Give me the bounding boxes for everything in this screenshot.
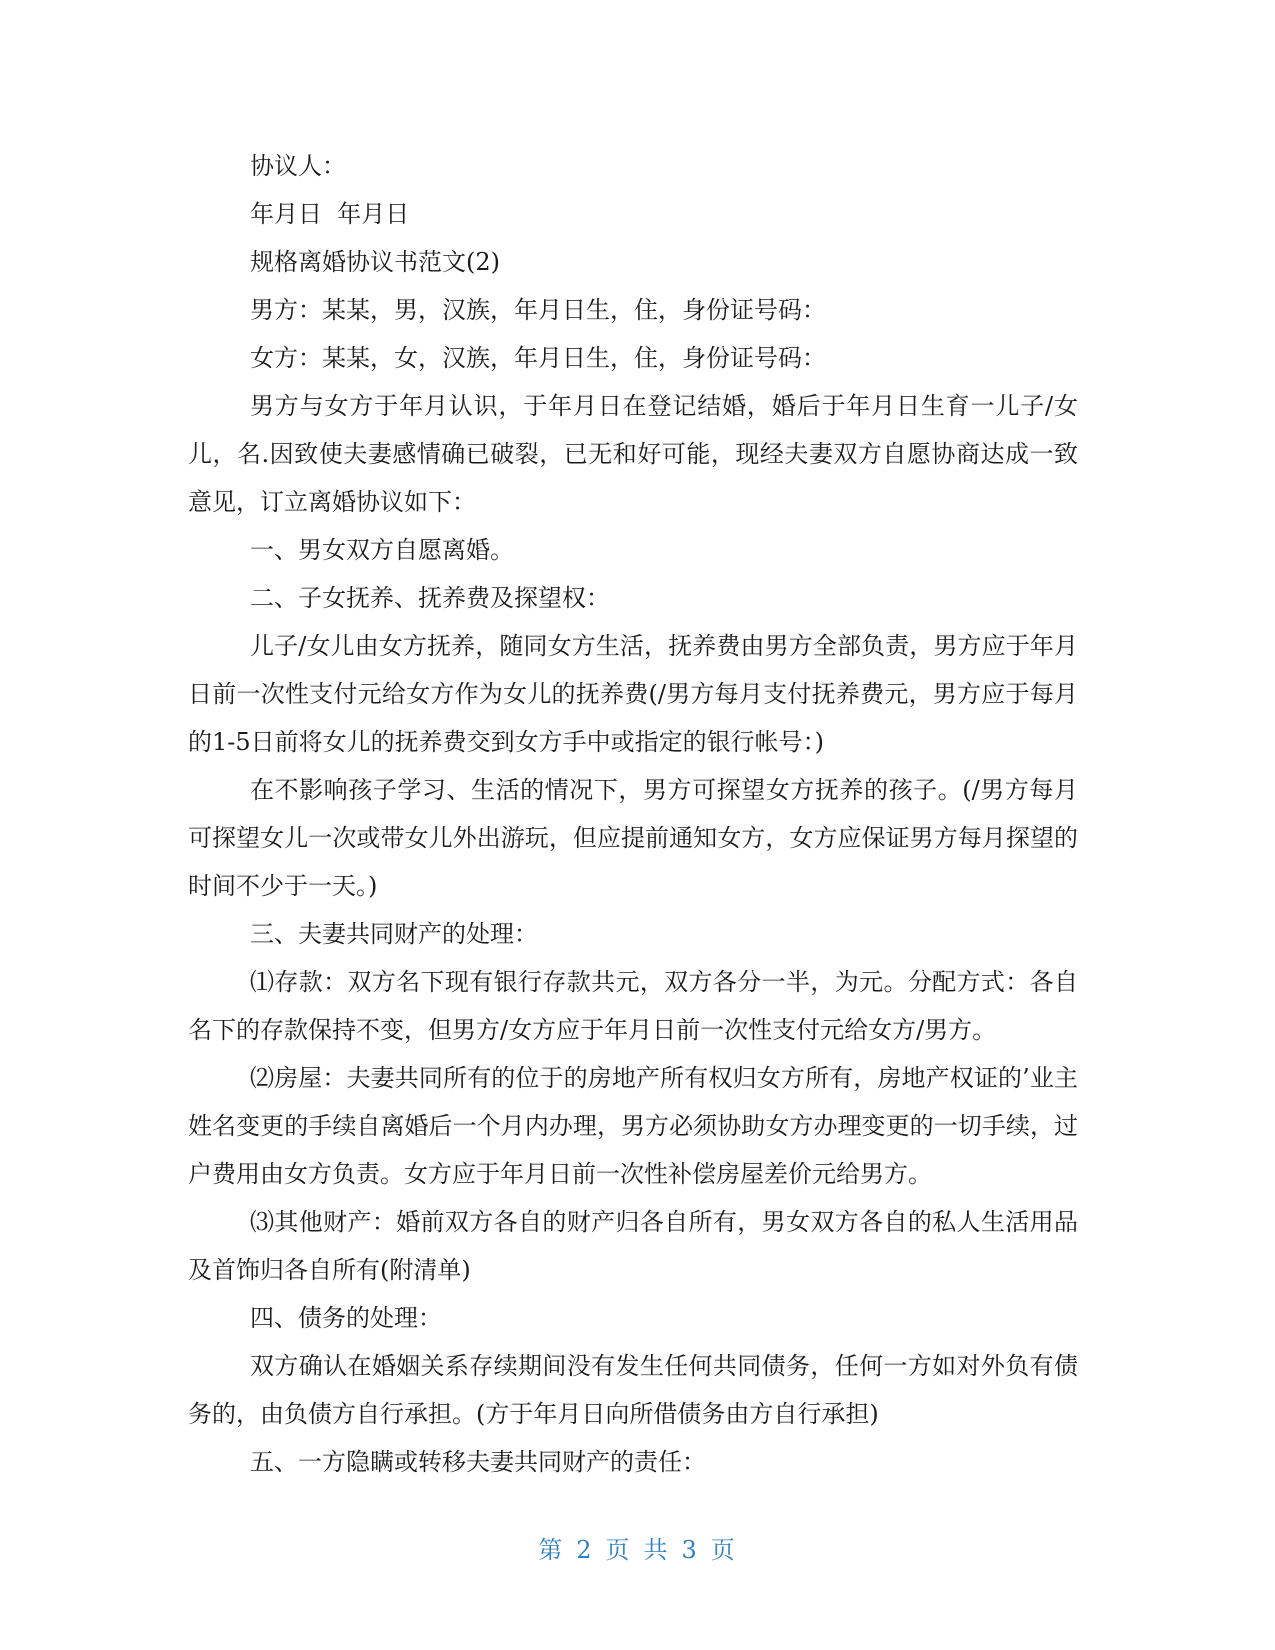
paragraph: ⑴存款：双方名下现有银行存款共元，双方各分一半，为元。分配方式：各自名下的存款保持不变，但男方/女方应于年月日前一次性支付元给女方/男方。 bbox=[188, 968, 1078, 1044]
document-body bbox=[188, 142, 1078, 1486]
paragraph: 规格离婚协议书范文(2) bbox=[250, 248, 500, 276]
paragraph: 五、一方隐瞒或转移夫妻共同财产的责任： bbox=[250, 1448, 706, 1476]
footer-page-unit: 页 bbox=[605, 1536, 632, 1564]
footer-total-unit: 页 bbox=[710, 1536, 737, 1564]
paragraph: 一、男女双方自愿离婚。 bbox=[250, 536, 514, 564]
paragraph: 四、债务的处理： bbox=[250, 1304, 442, 1332]
paragraph: 男方：某某，男，汉族，年月日生，住，身份证号码： bbox=[250, 296, 826, 324]
paragraph: 在不影响孩子学习、生活的情况下，男方可探望女方抚养的孩子。(/男方每月可探望女儿一次或带女儿外出游玩，但应提前通知女方，女方应保证男方每月探望的时间不少于一天。) bbox=[188, 776, 1078, 900]
paragraph: 女方：某某，女，汉族，年月日生，住，身份证号码： bbox=[250, 344, 826, 372]
paragraph: 儿子/女儿由女方抚养，随同女方生活，抚养费由男方全部负责，男方应于年月日前一次性支付元给女方作为女儿的抚养费(/男方每月支付抚养费元，男方应于每月的1-5日前将女儿的抚养费交到女方手中或指定的银行帐号：) bbox=[188, 632, 1078, 756]
footer-total-label: 共 bbox=[643, 1536, 670, 1564]
paragraph: 年月日 年月日 bbox=[250, 200, 410, 228]
footer-page-label: 第 bbox=[538, 1536, 565, 1564]
footer-total-pages: 3 bbox=[681, 1536, 699, 1564]
paragraph: 男方与女方于年月认识，于年月日在登记结婚，婚后于年月日生育一儿子/女儿，名.因致使夫妻感情确已破裂，已无和好可能，现经夫妻双方自愿协商达成一致意见，订立离婚协议如下： bbox=[188, 392, 1078, 516]
paragraph: 三、夫妻共同财产的处理： bbox=[250, 920, 538, 948]
footer-current-page: 2 bbox=[576, 1536, 594, 1564]
paragraph: 二、子女抚养、抚养费及探望权： bbox=[250, 584, 610, 612]
paragraph: 协议人： bbox=[250, 152, 346, 180]
paragraph: ⑶其他财产：婚前双方各自的财产归各自所有，男女双方各自的私人生活用品及首饰归各自所有(附清单) bbox=[188, 1208, 1078, 1284]
paragraph: ⑵房屋：夫妻共同所有的位于的房地产所有权归女方所有，房地产权证的’业主姓名变更的手续自离婚后一个月内办理，男方必须协助女方办理变更的一切手续，过户费用由女方负责。女方应于年月日前一次性补偿房屋差价元给男方。 bbox=[188, 1064, 1078, 1188]
paragraph: 双方确认在婚姻关系存续期间没有发生任何共同债务，任何一方如对外负有债务的，由负债方自行承担。(方于年月日向所借债务由方自行承担) bbox=[188, 1352, 1078, 1428]
page-footer bbox=[0, 1530, 1275, 1565]
